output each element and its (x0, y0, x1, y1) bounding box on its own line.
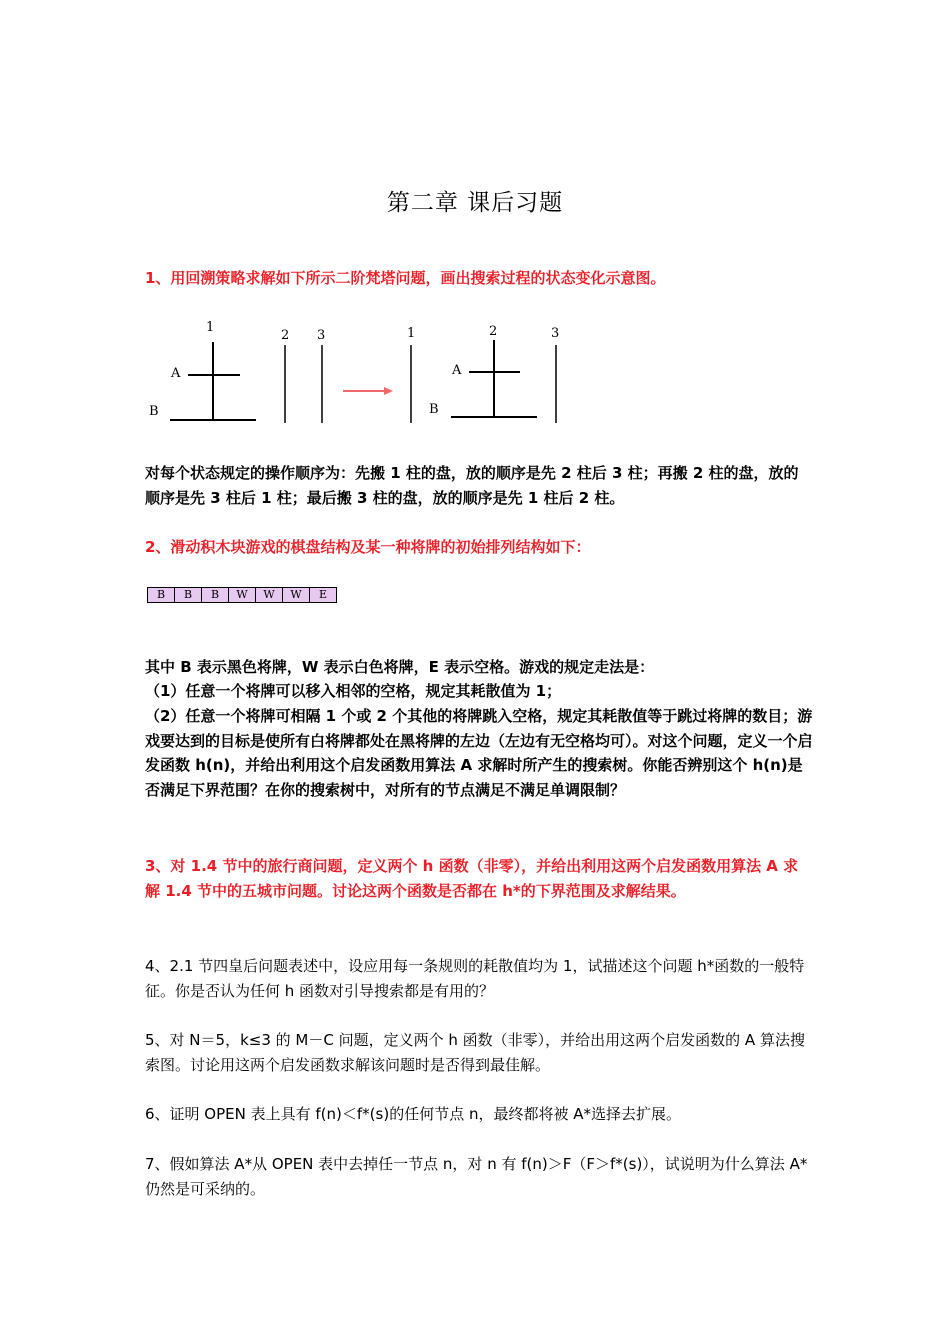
question-3-heading: 3、对 1.4 节中的旅行商问题，定义两个 h 函数（非零），并给出利用这两个启发函数用算法 A 求解 1.4 节中的五城市问题。讨论这两个函数是否都在 h*的下界范围及求解结果。 (145, 857, 799, 900)
question-2-rule-1: （1）任意一个将牌可以移入相邻的空格，规定其耗散值为 1； (145, 682, 562, 700)
question-5: 5、对 N＝5，k≤3 的 M－C 问题，定义两个 h 函数（非零），并给出用这两个启发函数的 A 算法搜索图。讨论用这两个启发函数求解该问题时是否得到最佳解。 (145, 1031, 805, 1074)
right-label-peg1: 1 (407, 326, 416, 341)
right-label-peg2: 2 (489, 324, 498, 339)
tile: W (256, 588, 283, 602)
tile: W (229, 588, 256, 602)
left-label-disk-a: A (171, 366, 181, 381)
right-label-disk-b: B (429, 402, 439, 417)
tile-board (147, 587, 337, 603)
question-1-body: 对每个状态规定的操作顺序为：先搬 1 柱的盘，放的顺序是先 2 柱后 3 柱；再搬 2 柱的盘，放的顺序是先 3 柱后 1 柱；最后搬 3 柱的盘，放的顺序是先 1 柱后 2 柱。 (145, 464, 799, 507)
left-label-peg1: 1 (206, 320, 215, 335)
transition-arrowhead (384, 387, 393, 395)
question-2-rule-2: （2）任意一个将牌可相隔 1 个或 2 个其他的将牌跳入空格，规定其耗散值等于跳过将牌的数目；游戏要达到的目标是使所有白将牌都处在黑将牌的左边（左边有无空格均可）。对这个问题，定义一个启发函数 h(n)，并给出利用这个启发函数用算法 A 求解时所产生的搜索树。你能否辨别这个 h(n)是否满足下界范围？在你的搜索树中，对所有的节点满足不满足单调限制？ (145, 707, 813, 799)
question-2-body: 其中 B 表示黑色将牌，W 表示白色将牌，E 表示空格。游戏的规定走法是： (145, 658, 655, 676)
right-label-peg3: 3 (551, 326, 560, 341)
tile: B (202, 588, 229, 602)
left-label-peg2: 2 (281, 328, 290, 343)
question-7: 7、假如算法 A*从 OPEN 表中去掉任一节点 n，对 n 有 f(n)＞F（F＞f*(s)），试说明为什么算法 A*仍然是可采纳的。 (145, 1155, 808, 1198)
tile: B (148, 588, 175, 602)
hanoi-figure (140, 315, 580, 430)
tile: W (283, 588, 310, 602)
question-2-heading: 2、滑动积木块游戏的棋盘结构及某一种将牌的初始排列结构如下： (145, 538, 591, 556)
tile: B (175, 588, 202, 602)
left-label-disk-b: B (149, 404, 159, 419)
left-label-peg3: 3 (317, 328, 326, 343)
question-1-heading: 1、用回溯策略求解如下所示二阶梵塔问题，画出搜索过程的状态变化示意图。 (145, 269, 666, 287)
tile: E (310, 588, 336, 602)
question-6: 6、证明 OPEN 表上具有 f(n)＜f*(s)的任何节点 n，最终都将被 A*选择去扩展。 (145, 1105, 681, 1123)
question-4: 4、2.1 节四皇后问题表述中，设应用每一条规则的耗散值均为 1，试描述这个问题 h*函数的一般特征。你是否认为任何 h 函数对引导搜索都是有用的？ (145, 957, 805, 1000)
page-title: 第二章 课后习题 (386, 190, 564, 216)
right-label-disk-a: A (452, 363, 462, 378)
